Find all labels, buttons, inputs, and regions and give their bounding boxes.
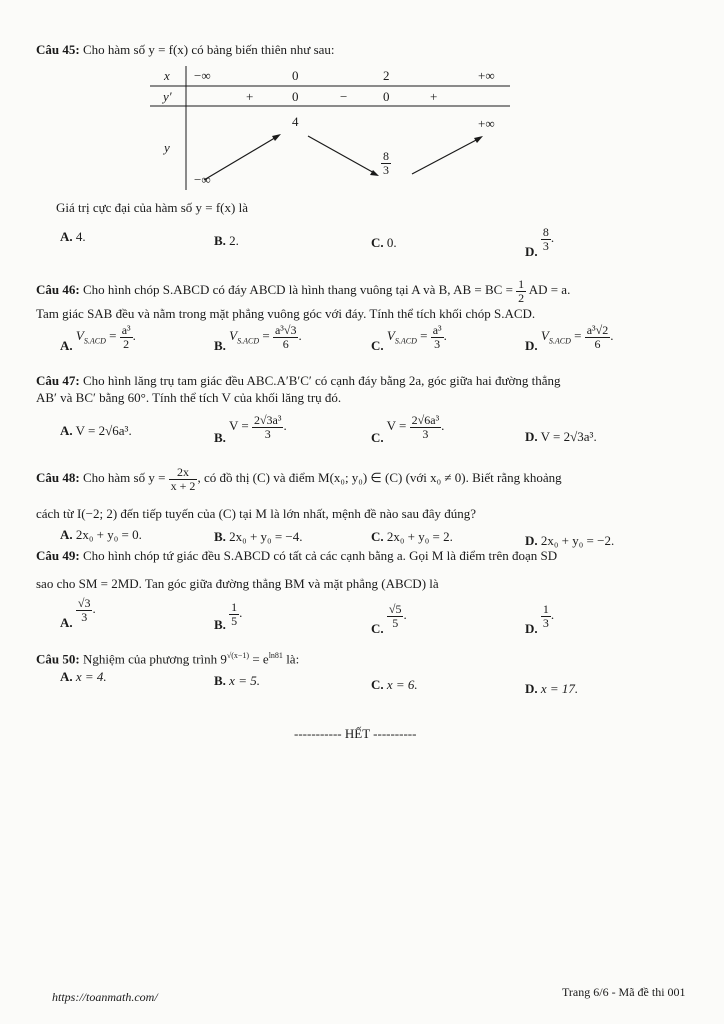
tbl-x-neg-inf: −∞ bbox=[194, 68, 211, 83]
q47-option-a[interactable]: A. V = 2√6a³. bbox=[60, 423, 132, 438]
q47-option-b[interactable]: B. V = $\frac{\text{2√3a³}}{3}$ . bbox=[214, 413, 287, 446]
tbl-y-min-frac: $\frac{8}{3}$ bbox=[383, 149, 389, 177]
q48-option-a[interactable]: A. 2x₀ + y₀ = 0. bbox=[60, 527, 142, 542]
increase-arrow-2 bbox=[412, 136, 483, 174]
q49-option-d[interactable]: D. $\frac{1}{3}$ . bbox=[525, 602, 555, 637]
tbl-x-2: 2 bbox=[383, 68, 390, 83]
q45-label: Câu 45: bbox=[36, 42, 80, 57]
tbl-yp-minus: − bbox=[340, 89, 348, 104]
footer-url[interactable]: https://toanmath.com/ bbox=[52, 990, 158, 1004]
decrease-arrow bbox=[308, 136, 379, 176]
q48-line1: Câu 48: Cho hàm số y = $\frac{2x}{x + 2}$ , có đồ thị (C) và điểm M(x₀; y₀) ∈ (C) (với x₀ ≠ 0). Biết rằng khoảng bbox=[36, 465, 562, 493]
tbl-yp-zero-2: 0 bbox=[383, 89, 390, 104]
q47-line1: Câu 47: Cho hình lăng trụ tam giác đều ABC.A′B′C′ có cạnh đáy bằng 2a, góc giữa hai đường thẳng bbox=[36, 373, 561, 388]
tbl-x-0: 0 bbox=[292, 68, 299, 83]
q50-stem: Câu 50: Nghiệm của phương trình $9^{√(x-1)} = e^{ln81}$ là: bbox=[36, 651, 300, 667]
end-mark: ----------- HẾT ---------- bbox=[294, 726, 417, 741]
q46-line2: Tam giác SAB đều và nằm trong mặt phẳng vuông góc với đáy. Tính thể tích khối chóp S.ACD. bbox=[36, 306, 536, 321]
q45-stem bbox=[36, 42, 335, 58]
q50-option-d[interactable]: D. x = 17. bbox=[525, 681, 579, 696]
q50-option-b[interactable]: B. x = 5. bbox=[214, 673, 260, 688]
q45-question: Giá trị cực đại của hàm số y = f(x) là bbox=[56, 200, 248, 215]
tbl-yp-plus-1: + bbox=[246, 89, 254, 104]
tbl-yp-zero-1: 0 bbox=[292, 89, 299, 104]
q50-option-c[interactable]: C. x = 6. bbox=[371, 677, 418, 692]
q46-option-c[interactable]: C. $V_{S.ACD}$ = $\frac{\text{a³}}{3}$ . bbox=[371, 323, 447, 354]
increase-arrow-1 bbox=[204, 134, 281, 180]
q48-option-c[interactable]: C. 2x₀ + y₀ = 2. bbox=[371, 529, 453, 544]
q49-option-c[interactable]: C. $\frac{√5}{5}$ . bbox=[371, 602, 407, 637]
q48-option-d[interactable]: D. 2x₀ + y₀ = −2. bbox=[525, 533, 615, 548]
tbl-y-pos-inf: +∞ bbox=[478, 116, 495, 131]
tbl-x-pos-inf: +∞ bbox=[478, 68, 495, 83]
tbl-y-neg-inf: −∞ bbox=[194, 172, 211, 187]
q48-line2: cách từ I(−2; 2) đến tiếp tuyến của (C) tại M là lớn nhất, mệnh đề nào sau đây đúng? bbox=[36, 506, 477, 521]
footer-page-info: Trang 6/6 - Mã đề thi 001 bbox=[562, 985, 686, 999]
q45-option-a[interactable]: A. 4. bbox=[60, 229, 86, 244]
q47-option-d[interactable]: D. V = 2√3a³. bbox=[525, 429, 597, 444]
q49-line1: Câu 49: Cho hình chóp tứ giác đều S.ABCD có tất cả các cạnh bằng a. Gọi M là điểm trên đoạn SD bbox=[36, 548, 558, 563]
q48-option-b[interactable]: B. 2x₀ + y₀ = −4. bbox=[214, 529, 303, 544]
q45-option-d[interactable]: D. $\frac{8}{3}$ . bbox=[525, 225, 555, 260]
q49-option-a[interactable]: A. $\frac{√3}{3}$ . bbox=[60, 596, 96, 631]
q47-line2: AB′ và BC′ bằng 60°. Tính thể tích V của khối lăng trụ đó. bbox=[36, 390, 342, 405]
q46-option-b[interactable]: B. $V_{S.ACD}$ = $\frac{\text{a³√3}}{6}$ . bbox=[214, 323, 302, 354]
q46-line1: Câu 46: Cho hình chóp S.ABCD có đáy ABCD là hình thang vuông tại A và B, AB = BC = $\frac{1}{2}$ AD = a. bbox=[36, 277, 571, 305]
q45-option-c[interactable]: C. 0. bbox=[371, 235, 397, 250]
q46-option-a[interactable]: A. $V_{S.ACD}$ = $\frac{\text{a³}}{2}$ . bbox=[60, 323, 136, 354]
tbl-x-label: x bbox=[164, 68, 170, 83]
q49-line2: sao cho SM = 2MD. Tan góc giữa đường thẳng BM và mặt phẳng (ABCD) là bbox=[36, 576, 439, 591]
tbl-yp-label: y′ bbox=[163, 89, 172, 104]
q49-option-b[interactable]: B. $\frac{1}{5}$ . bbox=[214, 600, 243, 633]
tbl-y-max: 4 bbox=[292, 114, 299, 129]
q47-option-c[interactable]: C. V = $\frac{\text{2√6a³}}{3}$ . bbox=[371, 413, 445, 446]
tbl-yp-plus-2: + bbox=[430, 89, 438, 104]
tbl-y-label: y bbox=[164, 140, 170, 155]
q45-text: Cho hàm số y = f(x) có bảng biến thiên như sau: bbox=[82, 42, 335, 57]
q45-option-b[interactable]: B. 2. bbox=[214, 233, 239, 248]
q46-option-d[interactable]: D. $V_{S.ACD}$ = $\frac{\text{a³√2}}{6}$ . bbox=[525, 323, 614, 354]
q50-option-a[interactable]: A. x = 4. bbox=[60, 669, 107, 684]
